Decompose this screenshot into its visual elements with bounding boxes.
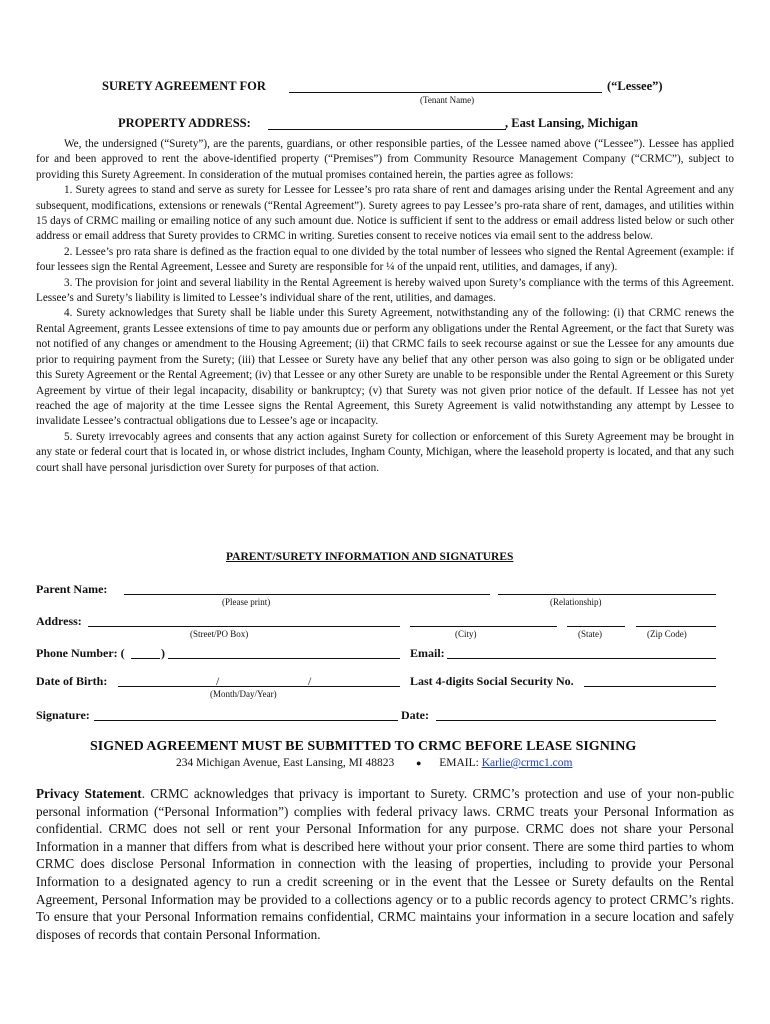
dob-slash-1: / xyxy=(216,674,220,688)
phone-label: Phone Number: ( xyxy=(36,646,125,660)
contact-line xyxy=(176,757,572,769)
state-caption: (State) xyxy=(578,629,602,639)
street-caption: (Street/PO Box) xyxy=(190,629,249,639)
title-prefix: SURETY AGREEMENT FOR xyxy=(102,79,266,93)
submission-notice: SIGNED AGREEMENT MUST BE SUBMITTED TO CRMC BEFORE LEASE SIGNING xyxy=(90,739,637,754)
parent-name-field[interactable] xyxy=(124,594,490,595)
parent-name-label: Parent Name: xyxy=(36,582,108,596)
tenant-name-field[interactable] xyxy=(289,92,602,93)
ssn-label: Last 4-digits Social Security No. xyxy=(410,674,574,688)
phone-area-code-field[interactable] xyxy=(131,658,160,659)
title-suffix: (“Lessee”) xyxy=(607,79,663,93)
agreement-body xyxy=(36,137,734,476)
state-field[interactable] xyxy=(567,626,625,627)
signature-label: Signature: xyxy=(36,708,90,722)
property-address-field[interactable] xyxy=(268,129,506,130)
clause-1: 1. Surety agrees to stand and serve as surety for Lessee for Lessee’s pro rata share of rent and damages arising under the Rental Agreement and any subsequent, modifications, extensions or renewals (“Rental Agreement”). Surety agrees to pay Lessee’s pro-rata share of rent, damages, and utilities within 15 days of CRMC mailing or emailing notice of any such amount due. Notice is sufficient if sent to the address or email address listed below or such other address or email address that Surety provides to CRMC in writing. Sureties consent to receive notices via email sent to the address below. xyxy=(36,184,734,243)
property-address-suffix: , East Lansing, Michigan xyxy=(505,116,639,130)
city-field[interactable] xyxy=(410,626,557,627)
email-caption: EMAIL: xyxy=(439,757,479,769)
clause-4: 4. Surety acknowledges that Surety shall be liable under this Surety Agreement, notwithstanding any of the following: (i) that CRMC renews the Rental Agreement, grants Lessee extensions of time to pay amounts due or perform any obligations under the Rental Agreement, or the fact that Surety was not notified of any changes or amendment to the Housing Agreement; (ii) that CRMC fails to seek recourse against or sue the Lessee for any amounts due prior to requiring payment from the Surety; (iii) that Lessee or Surety have any belief that any other person was also going to sign or be obligated under this Surety Agreement or the Rental Agreement; (iv) that Lessee or any other Surety are unable to be responsible under the Rental Agreement or this Surety Agreement by virtue of their legal incapacity, disability or bankruptcy; (v) that Surety was not given prior notice of the default. If Lessee has not yet reached the age of majority at the time Lessee signs the Rental Agreement, this Surety Agreement is valid notwithstanding any attempt by Lessee to invalidate Lessee’s contractual obligations due to Lessee’s age or incapacity. xyxy=(36,307,734,428)
address-label: Address: xyxy=(36,614,82,628)
privacy-statement xyxy=(36,785,734,943)
section-title: PARENT/SURETY INFORMATION AND SIGNATURES xyxy=(226,551,514,563)
clause-3: 3. The provision for joint and several liability in the Rental Agreement is hereby waived upon Surety’s compliance with the terms of this Agreement. Lessee’s and Surety’s liability is limited to Lessee’s individual share of the rent, utilities, and damages. xyxy=(36,276,734,305)
ssn-field[interactable] xyxy=(584,686,716,687)
please-print-caption: (Please print) xyxy=(222,597,271,607)
property-address-label: PROPERTY ADDRESS: xyxy=(118,116,251,130)
dob-caption: (Month/Day/Year) xyxy=(210,689,277,699)
zip-caption: (Zip Code) xyxy=(647,629,687,639)
contact-email-link[interactable]: Karlie@crmc1.com xyxy=(481,757,573,769)
clause-5: 5. Surety irrevocably agrees and consents that any action against Surety for collection or enforcement of this Surety Agreement may be brought in any state or federal court that is located in, or whose district includes, Ingham County, Michigan, where the leasehold property is located, and that any such court shall have personal jurisdiction over Surety for purposes of that action. xyxy=(36,430,734,474)
city-caption: (City) xyxy=(455,629,477,639)
dob-label: Date of Birth: xyxy=(36,674,108,688)
tenant-name-caption: (Tenant Name) xyxy=(420,95,475,105)
bullet-icon: ● xyxy=(416,758,422,768)
privacy-heading: Privacy Statement xyxy=(36,786,142,801)
relationship-caption: (Relationship) xyxy=(550,597,602,607)
dob-slash-2: / xyxy=(308,674,312,688)
date-field[interactable] xyxy=(436,720,716,721)
street-field[interactable] xyxy=(88,626,400,627)
date-label: Date: xyxy=(401,708,429,722)
signature-field[interactable] xyxy=(94,720,398,721)
intro-paragraph: We, the undersigned (“Surety”), are the parents, guardians, or other responsible parties, of the Lessee named above (“Lessee”). Lessee has applied for and been approved to rent the above-identified property (“Premises”) from Community Resource Management Company (“CRMC”), subject to providing this Surety Agreement. In consideration of the mutual promises contained herein, the parties agree as follows: xyxy=(36,138,734,181)
email-label: Email: xyxy=(410,646,445,660)
dob-field[interactable] xyxy=(118,686,400,687)
privacy-text: . CRMC acknowledges that privacy is important to Surety. CRMC’s protection and use of your non-public personal information (“Personal Information”) complies with federal privacy laws. CRMC treats your Personal Information as confidential. CRMC does not sell or rent your Personal Information for any purpose. CRMC does not share your Personal Information in a manner that differs from what is described here without your prior consent. There are some third parties to whom CRMC does disclose Personal Information in connection with the leasing of properties, including to provide your Personal Information to a designated agency to run a credit screening or in the event that the Lessee or Surety defaults on the Rental Agreement, Personal Information may be provided to a collections agency or to a public records agency to protect CRMC’s rights. To ensure that your Personal Information remains confidential, CRMC maintains your information in a secure location and safely disposes of records that contain Personal Information. xyxy=(36,786,734,942)
email-field[interactable] xyxy=(447,658,716,659)
office-address: 234 Michigan Avenue, East Lansing, MI 48823 xyxy=(176,757,395,769)
phone-close-paren: ) xyxy=(161,646,165,660)
relationship-field[interactable] xyxy=(498,594,716,595)
phone-number-field[interactable] xyxy=(168,658,400,659)
zip-field[interactable] xyxy=(636,626,716,627)
clause-2: 2. Lessee’s pro rata share is defined as the fraction equal to one divided by the total number of lessees who signed the Rental Agreement (example: if four lessees sign the Rental Agreement, Lessee and Surety are responsible for ¼ of the unpaid rent, utilities, and damages, if any). xyxy=(36,245,734,274)
